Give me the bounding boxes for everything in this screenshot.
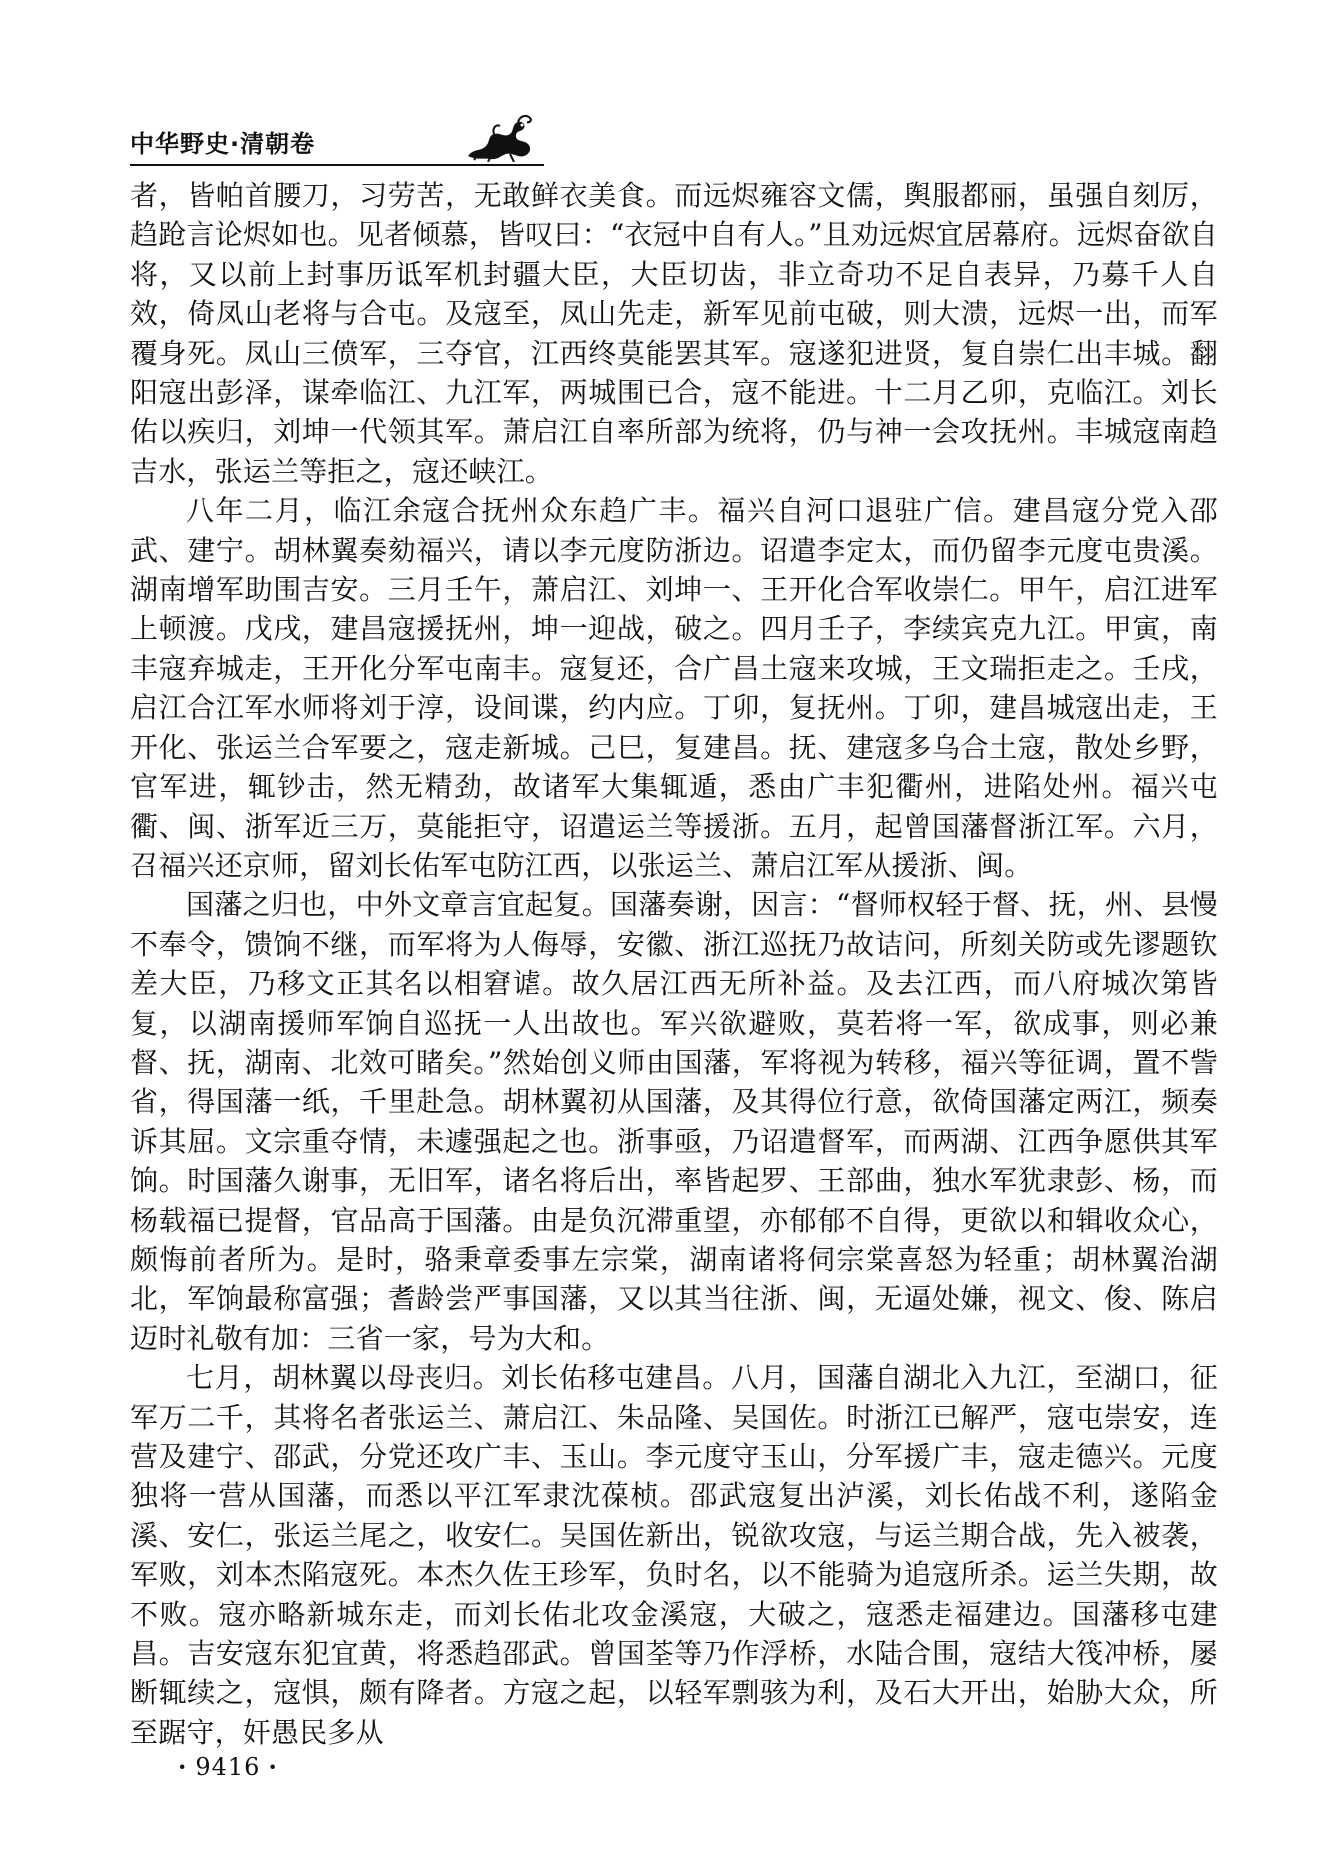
dragon-emblem-icon [460, 112, 540, 162]
page-number: · 9416 · [178, 1752, 278, 1781]
paragraph-4: 七月，胡林翼以母丧归。刘长佑移屯建昌。八月，国藩自湖北入九江，至湖口，征军万二千，其将名者张运兰、萧启江、朱品隆、吴国佐。时浙江已解严，寇屯崇安，连营及建宁、邵武，分党还攻广丰、玉山。李元度守玉山，分军援广丰，寇走德兴。元度独将一营从国藩，而悉以平江军隶沈葆桢。邵武寇复出泸溪，刘长佑战不利，遂陷金溪、安仁，张运兰尾之，收安仁。吴国佐新出，锐欲攻寇，与运兰期合战，先入被袭，军败，刘本杰陷寇死。本杰久佐王珍军，负时名，以不能骑为追寇所杀。运兰失期，故不败。寇亦略新城东走，而刘长佑北攻金溪寇，大破之，寇悉走福建边。国藩移屯建昌。吉安寇东犯宜黄，将悉趋邵武。曾国荃等乃作浮桥，水陆合围，寇结大筏冲桥，屡断辄续之，寇惧，颇有降者。方寇之起，以轻军剽骇为利，及石大开出，始胁大众，所至踞守，奸愚民多从 [130, 1361, 1218, 1749]
header-rule [130, 164, 544, 166]
paragraph-2: 八年二月，临江余寇合抚州众东趋广丰。福兴自河口退驻广信。建昌寇分党入邵武、建宁。胡林翼奏劾福兴，请以李元度防浙边。诏遣李定太，而仍留李元度屯贵溪。湖南增军助围吉安。三月壬午，萧启江、刘坤一、王开化合军收崇仁。甲午，启江进军上顿渡。戊戌，建昌寇援抚州，坤一迎战，破之。四月壬子，李续宾克九江。甲寅，南丰寇弃城走，王开化分军屯南丰。寇复还，合广昌土寇来攻城，王文瑞拒走之。壬戌，启江合江军水师将刘于淳，设间谍，约内应。丁卯，复抚州。丁卯，建昌城寇出走，王开化、张运兰合军要之，寇走新城。己巳，复建昌。抚、建寇多乌合土寇，散处乡野，官军进，辄钞击，然无精劲，故诸军大集辄遁，悉由广丰犯衢州，进陷处州。福兴屯衢、闽、浙军近三万，莫能拒守，诏遣运兰等援浙。五月，起曾国藩督浙江军。六月，召福兴还京师，留刘长佑军屯防江西，以张运兰、萧启江军从援浙、闽。 [130, 494, 1218, 882]
book-title: 中华野史·清朝卷 [130, 130, 316, 158]
paragraph-3: 国藩之归也，中外文章言宜起复。国藩奏谢，因言：“督师权轻于督、抚，州、县慢不奉令，馈饷不继，而军将为人侮辱，安徽、浙江巡抚乃故诘问，所刻关防或先谬题钦差大臣，乃移文正其名以相窘谑。故久居江西无所补益。及去江西，而八府城次第皆复，以湖南援师军饷自巡抚一人出故也。军兴欲避败，莫若将一军，欲成事，则必兼督、抚，湖南、北效可睹矣。”然始创义师由国藩，军将视为转移，福兴等征调，置不訾省，得国藩一纸，千里赴急。胡林翼初从国藩，及其得位行意，欲倚国藩定两江，频奏诉其屈。文宗重夺情，未遽强起之也。浙事亟，乃诏遣督军，而两湖、江西争愿供其军饷。时国藩久谢事，无旧军，诸名将后出，率皆起罗、王部曲，独水军犹隶彭、杨，而杨载福已提督，官品高于国藩。由是负沉滞重望，亦郁郁不自得，更欲以和辑收众心，颇悔前者所为。是时，骆秉章委事左宗棠，湖南诸将伺宗棠喜怒为轻重；胡林翼治湖北，军饷最称富强；耆龄尝严事国藩，又以其当往浙、闽，无逼处嫌，视文、俊、陈启迈时礼敬有加：三省一家，号为大和。 [130, 888, 1218, 1355]
paragraph-1: 者，皆帕首腰刀，习劳苦，无敢鲜衣美食。而远烬雍容文儒，舆服都丽，虽强自刻厉，趋跄言论烬如也。见者倾慕，皆叹曰：“衣冠中自有人。”且劝远烬宜居幕府。远烬奋欲自将，又以前上封事历诋军机封疆大臣，大臣切齿，非立奇功不足自表异，乃募千人自效，倚凤山老将与合屯。及寇至，凤山先走，新军见前屯破，则大溃，远烬一出，而军覆身死。凤山三偾军，三夺官，江西终莫能罢其军。寇遂犯进贤，复自崇仁出丰城。翻阳寇出彭泽，谋牵临江、九江军，两城围已合，寇不能进。十二月乙卯，克临江。刘长佑以疾归，刘坤一代领其军。萧启江自率所部为统将，仍与神一会攻抚州。丰城寇南趋吉水，张运兰等拒之，寇还峡江。 [130, 179, 1218, 488]
page-number-value: 9416 [195, 1753, 261, 1781]
body-text [130, 176, 1218, 1752]
running-header [130, 112, 544, 162]
